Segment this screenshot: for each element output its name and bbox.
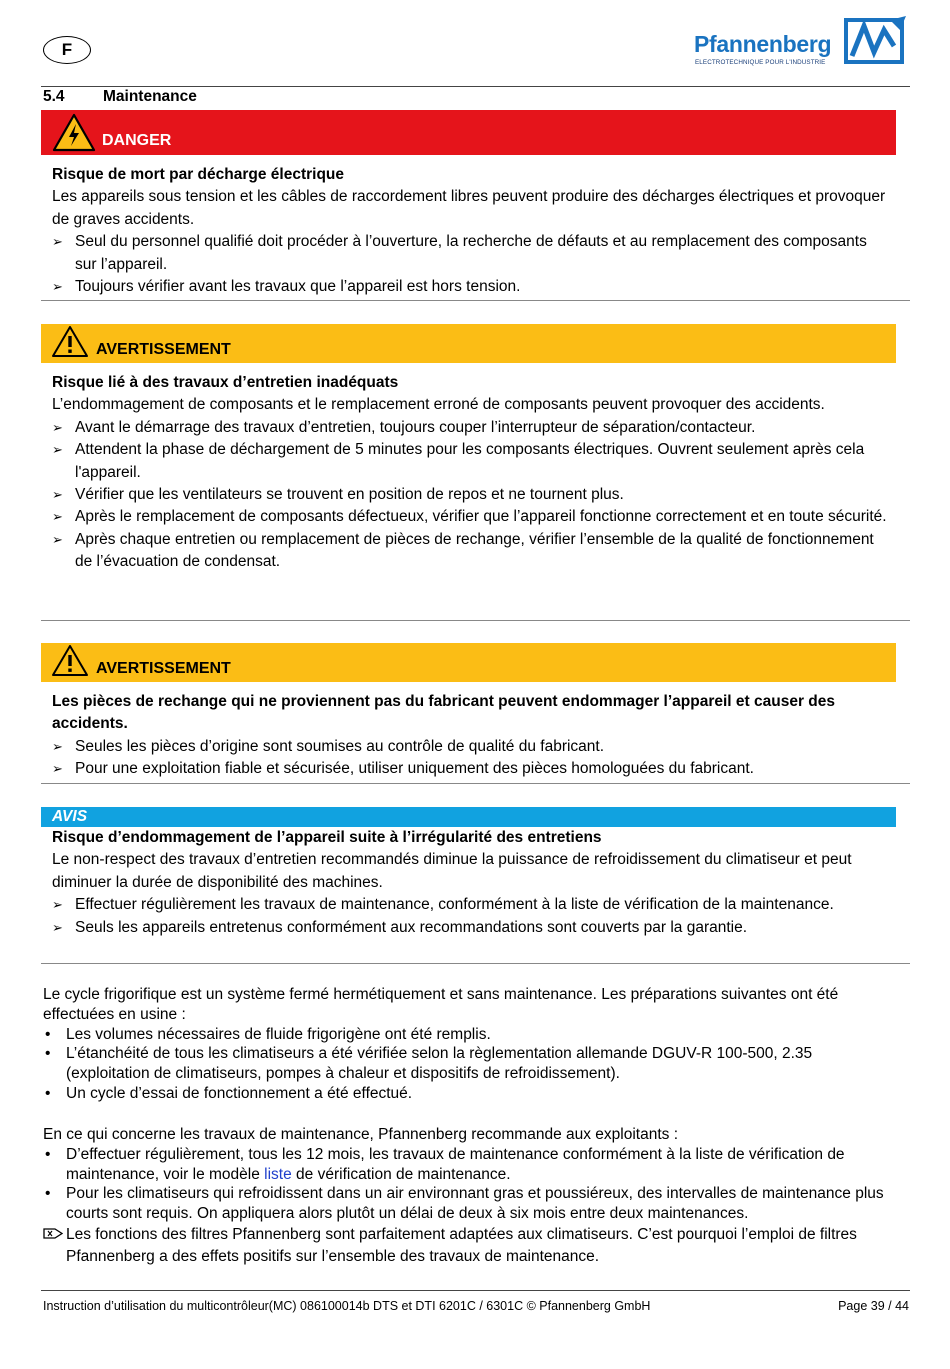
- note-item: Les fonctions des filtres Pfannenberg sont parfaitement adaptées aux climatiseurs. C’est pourquoi l’emploi de filtres Pfannenberg a des effets positifs sur l’ensemble des travaux de maintenance.: [43, 1224, 898, 1268]
- paragraph-intro: Le cycle frigorifique est un système fermé hermétiquement et sans maintenance. Les préparations suivantes ont été effectuées en usine :: [43, 986, 839, 1023]
- bullet-dot-icon: •: [45, 1025, 51, 1043]
- danger-content: [52, 164, 892, 298]
- arrow-bullet-icon: ➢: [52, 897, 63, 913]
- logo-mark-icon: [844, 16, 908, 66]
- danger-title: Risque de mort par décharge électrique: [52, 166, 345, 183]
- section-heading: [43, 88, 197, 106]
- footer-document-info: Instruction d’utilisation du multicontrôleur(MC) 086100014b DTS et DTI 6201C / 6301C © Pfannenberg GmbH: [43, 1299, 651, 1313]
- danger-text: Les appareils sous tension et les câbles de raccordement libres peuvent produire des décharges électriques et provoquer de graves accidents.: [52, 188, 886, 228]
- body-paragraph-cycle: [43, 985, 898, 1104]
- list-item: ➢ Avant le démarrage des travaux d’entretien, toujours couper l’interrupteur de séparation/contacteur.: [52, 417, 892, 439]
- warning1-content: [52, 372, 892, 574]
- arrow-bullet-icon: ➢: [52, 531, 63, 547]
- bullet-dot-icon: •: [45, 1185, 51, 1203]
- list-item: ➢ Pour une exploitation fiable et sécurisée, utiliser uniquement des pièces homologuées du fabricant.: [52, 758, 892, 780]
- arrow-bullet-icon: ➢: [52, 919, 63, 935]
- warning-banner: [41, 643, 896, 682]
- warning1-text: L’endommagement de composants et le remplacement erroné de composants peuvent provoquer des accidents.: [52, 396, 825, 414]
- warning-icon: [51, 644, 89, 677]
- warning2-title: Les pièces de rechange qui ne proviennent pas du fabricant peuvent endommager l’appareil et causer des accidents.: [52, 693, 835, 733]
- warning-banner: [41, 324, 896, 363]
- arrow-bullet-icon: ➢: [52, 509, 63, 525]
- header-rule: [41, 86, 910, 87]
- bullet-dot-icon: •: [45, 1084, 51, 1102]
- page-number: Page 39 / 44: [838, 1299, 909, 1313]
- list-item: • L’étanchéité de tous les climatiseurs a été vérifiée selon la règlementation allemande DGUV-R 100-500, 2.35 (exploitation de climatiseurs, pompes à chaleur et dispositifs de refroidissement).: [45, 1045, 813, 1083]
- notice-label: AVIS: [52, 808, 88, 825]
- divider: [41, 963, 910, 964]
- section-title: Maintenance: [103, 88, 197, 105]
- list-item: ➢ Seuls les appareils entretenus conformément aux recommandations sont couverts par la garantie.: [52, 917, 892, 939]
- arrow-bullet-icon: ➢: [52, 487, 63, 503]
- list-item: ➢ Effectuer régulièrement les travaux de maintenance, conformément à la liste de vérification de la maintenance.: [52, 894, 892, 916]
- arrow-bullet-icon: ➢: [52, 442, 63, 458]
- logo-name: Pfannenberg: [694, 31, 832, 57]
- language-badge: F: [43, 36, 91, 64]
- logo-subtitle: ELECTROTECHNIQUE POUR L'INDUSTRIE: [695, 59, 826, 66]
- list-item: ➢ Après le remplacement de composants défectueux, vérifier que l’appareil fonctionne correctement et en toute sécurité.: [52, 506, 892, 528]
- paragraph-intro: En ce qui concerne les travaux de maintenance, Pfannenberg recommande aux exploitants :: [43, 1126, 679, 1143]
- warning1-title: Risque lié à des travaux d’entretien inadéquats: [52, 374, 399, 391]
- divider: [41, 783, 910, 784]
- list-item: • D’effectuer régulièrement, tous les 12 mois, les travaux de maintenance conformément à la liste de vérification de maintenance, voir le modèle liste de vérification de maintenance.: [45, 1145, 845, 1183]
- list-item: • Pour les climatiseurs qui refroidissent dans un air environnant gras et poussiéreux, des intervalles de maintenance plus courts sont requis. On appliquera alors plutôt un délai de deux à six mois entre deux maintenances.: [45, 1185, 884, 1223]
- danger-banner: [41, 110, 896, 155]
- note-hand-icon: [43, 1227, 63, 1240]
- notice-title: Risque d’endommagement de l’appareil suite à l’irrégularité des entretiens: [52, 829, 602, 846]
- list-item: • Les volumes nécessaires de fluide frigorigène ont été remplis.: [45, 1025, 491, 1043]
- arrow-bullet-icon: ➢: [52, 279, 63, 295]
- list-item: ➢ Vérifier que les ventilateurs se trouvent en position de repos et ne tournent plus.: [52, 484, 892, 506]
- divider: [41, 620, 910, 621]
- list-item: ➢ Seul du personnel qualifié doit procéder à l’ouverture, la recherche de défauts et au remplacement des composants sur l’appareil.: [52, 233, 867, 273]
- list-item: ➢ Toujours vérifier avant les travaux que l’appareil est hors tension.: [52, 276, 892, 298]
- arrow-bullet-icon: ➢: [52, 234, 63, 250]
- checklist-link[interactable]: liste: [264, 1165, 292, 1183]
- notice-banner: [41, 807, 896, 827]
- warning2-content: [52, 691, 892, 781]
- warning-icon: [51, 325, 89, 358]
- list-item: ➢ Seules les pièces d’origine sont soumises au contrôle de qualité du fabricant.: [52, 736, 892, 758]
- electric-hazard-icon: [52, 113, 96, 152]
- arrow-bullet-icon: ➢: [52, 419, 63, 435]
- danger-label: DANGER: [102, 132, 172, 149]
- bullet-dot-icon: •: [45, 1145, 51, 1163]
- arrow-bullet-icon: ➢: [52, 761, 63, 777]
- warning-label: AVERTISSEMENT: [96, 660, 231, 677]
- pfannenberg-logo: [694, 14, 910, 68]
- arrow-bullet-icon: ➢: [52, 738, 63, 754]
- list-item: • Un cycle d’essai de fonctionnement a été effectué.: [45, 1084, 413, 1102]
- warning-label: AVERTISSEMENT: [96, 341, 231, 358]
- divider: [41, 300, 910, 301]
- list-item: ➢ Attendent la phase de déchargement de 5 minutes pour les composants électriques. Ouvrent seulement après cela l'appareil.: [52, 441, 865, 481]
- bullet-dot-icon: •: [45, 1045, 51, 1063]
- notice-text: Le non-respect des travaux d’entretien recommandés diminue la puissance de refroidissement du climatiseur et peut diminuer la durée de disponibilité des machines.: [52, 851, 852, 891]
- notice-content: [52, 827, 892, 939]
- footer-rule: [41, 1290, 910, 1291]
- list-item: ➢ Après chaque entretien ou remplacement de pièces de rechange, vérifier l’ensemble de la qualité de fonctionnement de l’évacuation de condensat.: [52, 530, 874, 571]
- page-footer: [43, 1299, 909, 1313]
- section-number: 5.4: [43, 88, 65, 105]
- body-paragraph-recommendations: [43, 1125, 898, 1268]
